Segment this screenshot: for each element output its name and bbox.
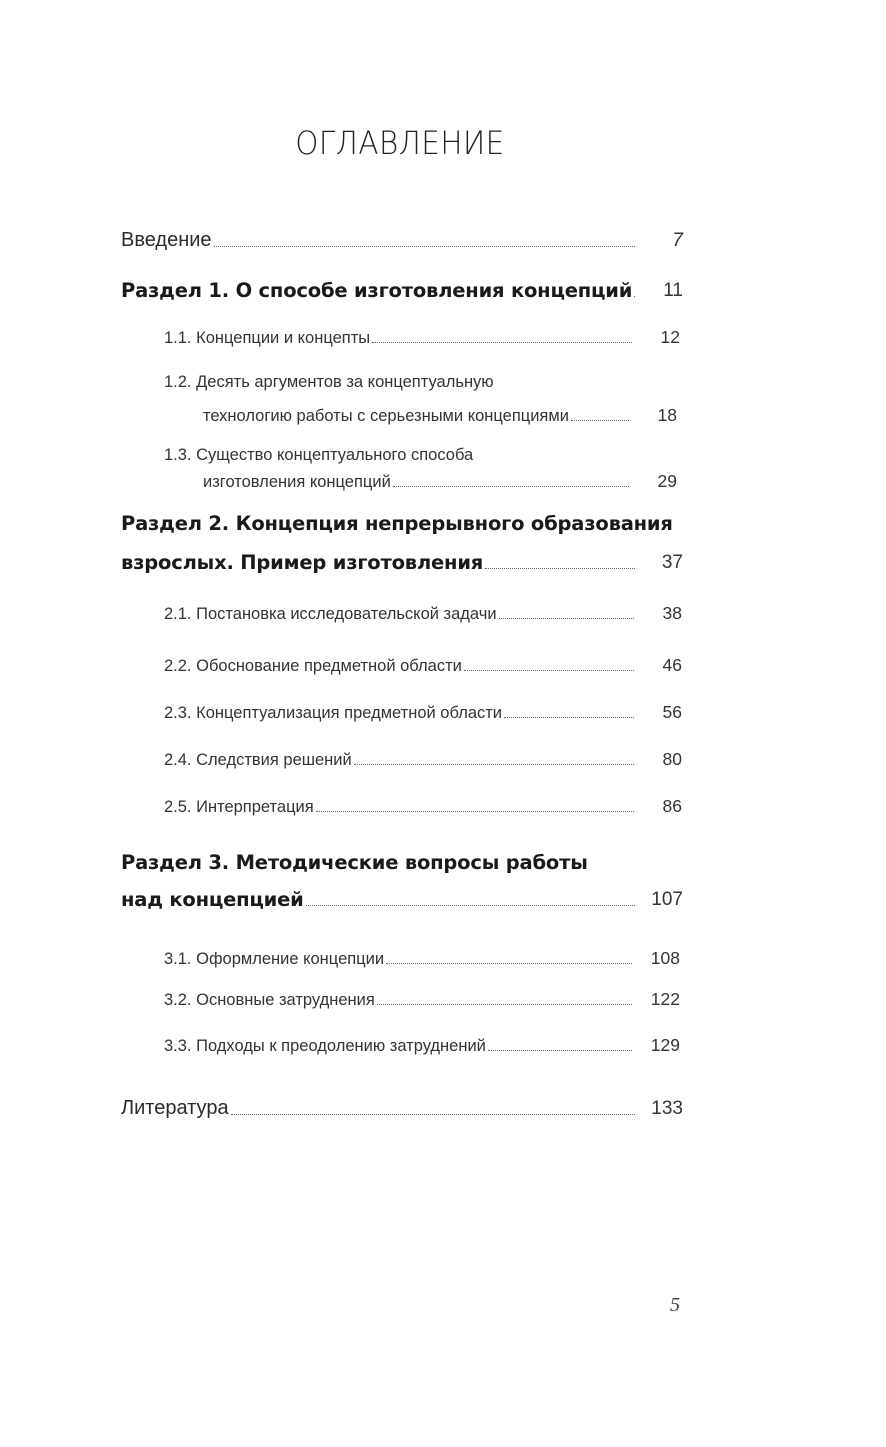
toc-page-number: 107 [651, 889, 683, 910]
leader-dots [377, 1004, 632, 1005]
toc-page-number: 18 [657, 405, 677, 425]
toc-entry-literature[interactable] [121, 1090, 683, 1120]
leader-dots [571, 420, 629, 421]
page-title: ОГЛАВЛЕНИЕ [295, 124, 505, 162]
toc-entry-section-2[interactable] [121, 544, 683, 574]
toc-entry-text: изготовления концепций [203, 473, 391, 491]
toc-entry-1-3[interactable] [203, 462, 677, 492]
leader-dots [499, 618, 634, 619]
toc-entry-text: 2.5. Интерпретация [164, 798, 314, 816]
toc-entry-text: Литература [121, 1097, 229, 1119]
page-folio: 5 [670, 1294, 680, 1316]
toc-entry-text: Введение [121, 229, 212, 251]
toc-page-number: 46 [662, 655, 682, 675]
toc-entry-text: 3.2. Основные затруднения [164, 991, 375, 1009]
toc-page-number: 37 [661, 552, 683, 573]
leader-dots [306, 905, 635, 906]
leader-dots [231, 1114, 635, 1115]
toc-entry-section-3-line1: Раздел 3. Методические вопросы работы [121, 851, 588, 874]
toc-entry-1-2[interactable] [203, 396, 677, 426]
toc-page-number: 38 [662, 603, 682, 623]
toc-entry-text: 2.1. Постановка исследовательской задачи [164, 605, 497, 623]
toc-page-number: 133 [651, 1098, 683, 1119]
leader-dots [634, 296, 635, 297]
leader-dots [504, 717, 634, 718]
toc-page-number: 108 [650, 948, 680, 968]
toc-entry-text: Раздел 1. О способе изготовления концепций [121, 279, 633, 302]
leader-dots [485, 568, 635, 569]
toc-entry-3-1[interactable] [164, 939, 680, 969]
toc-entry-section-2-line1: Раздел 2. Концепция непрерывного образования [121, 512, 673, 535]
toc-entry-section-3[interactable] [121, 881, 683, 911]
toc-entry-2-3[interactable] [164, 693, 682, 723]
toc-page-number: 122 [650, 989, 680, 1009]
toc-entry-intro[interactable] [121, 222, 683, 252]
toc-entry-2-2[interactable] [164, 646, 682, 676]
toc-entry-3-2[interactable] [164, 980, 680, 1010]
toc-entry-2-4[interactable] [164, 740, 682, 770]
toc-entry-2-5[interactable] [164, 787, 682, 817]
leader-dots [316, 811, 634, 812]
toc-entry-section-1[interactable] [121, 272, 683, 302]
toc-page-number: 129 [650, 1035, 680, 1055]
leader-dots [464, 670, 634, 671]
toc-page-number: 56 [662, 702, 682, 722]
toc-entry-text: 2.3. Концептуализация предметной области [164, 704, 503, 722]
toc-entry-1-1[interactable] [164, 318, 680, 348]
toc-entry-1-3-line1: 1.3. Существо концептуального способа [164, 446, 474, 464]
toc-entry-text: 2.2. Обоснование предметной области [164, 657, 462, 675]
toc-entry-text: 2.4. Следствия решений [164, 751, 352, 769]
toc-entry-text: 3.1. Оформление концепции [164, 950, 385, 968]
toc-page-number: 11 [663, 280, 683, 301]
toc-entry-text: взрослых. Пример изготовления [121, 551, 484, 574]
toc-entry-text: 1.1. Концепции и концепты [164, 329, 371, 347]
toc-page-number: 80 [662, 749, 682, 769]
toc-page-number: 29 [657, 471, 677, 491]
leader-dots [488, 1050, 632, 1051]
toc-entry-text: над концепцией [121, 888, 304, 911]
toc-entry-text: 3.3. Подходы к преодолению затруднений [164, 1037, 486, 1055]
toc-page-number: 12 [660, 327, 680, 347]
leader-dots [214, 246, 635, 247]
leader-dots [386, 963, 632, 964]
toc-entry-1-2-line1: 1.2. Десять аргументов за концептуальную [164, 373, 494, 391]
toc-entry-text: технологию работы с серьезными концепциями [203, 407, 569, 425]
leader-dots [393, 486, 629, 487]
toc-entry-3-3[interactable] [164, 1026, 680, 1056]
leader-dots [354, 764, 634, 765]
leader-dots [372, 342, 632, 343]
toc-entry-2-1[interactable] [164, 594, 682, 624]
toc-page-number: 86 [662, 796, 682, 816]
toc-page-number: 7 [672, 230, 683, 251]
